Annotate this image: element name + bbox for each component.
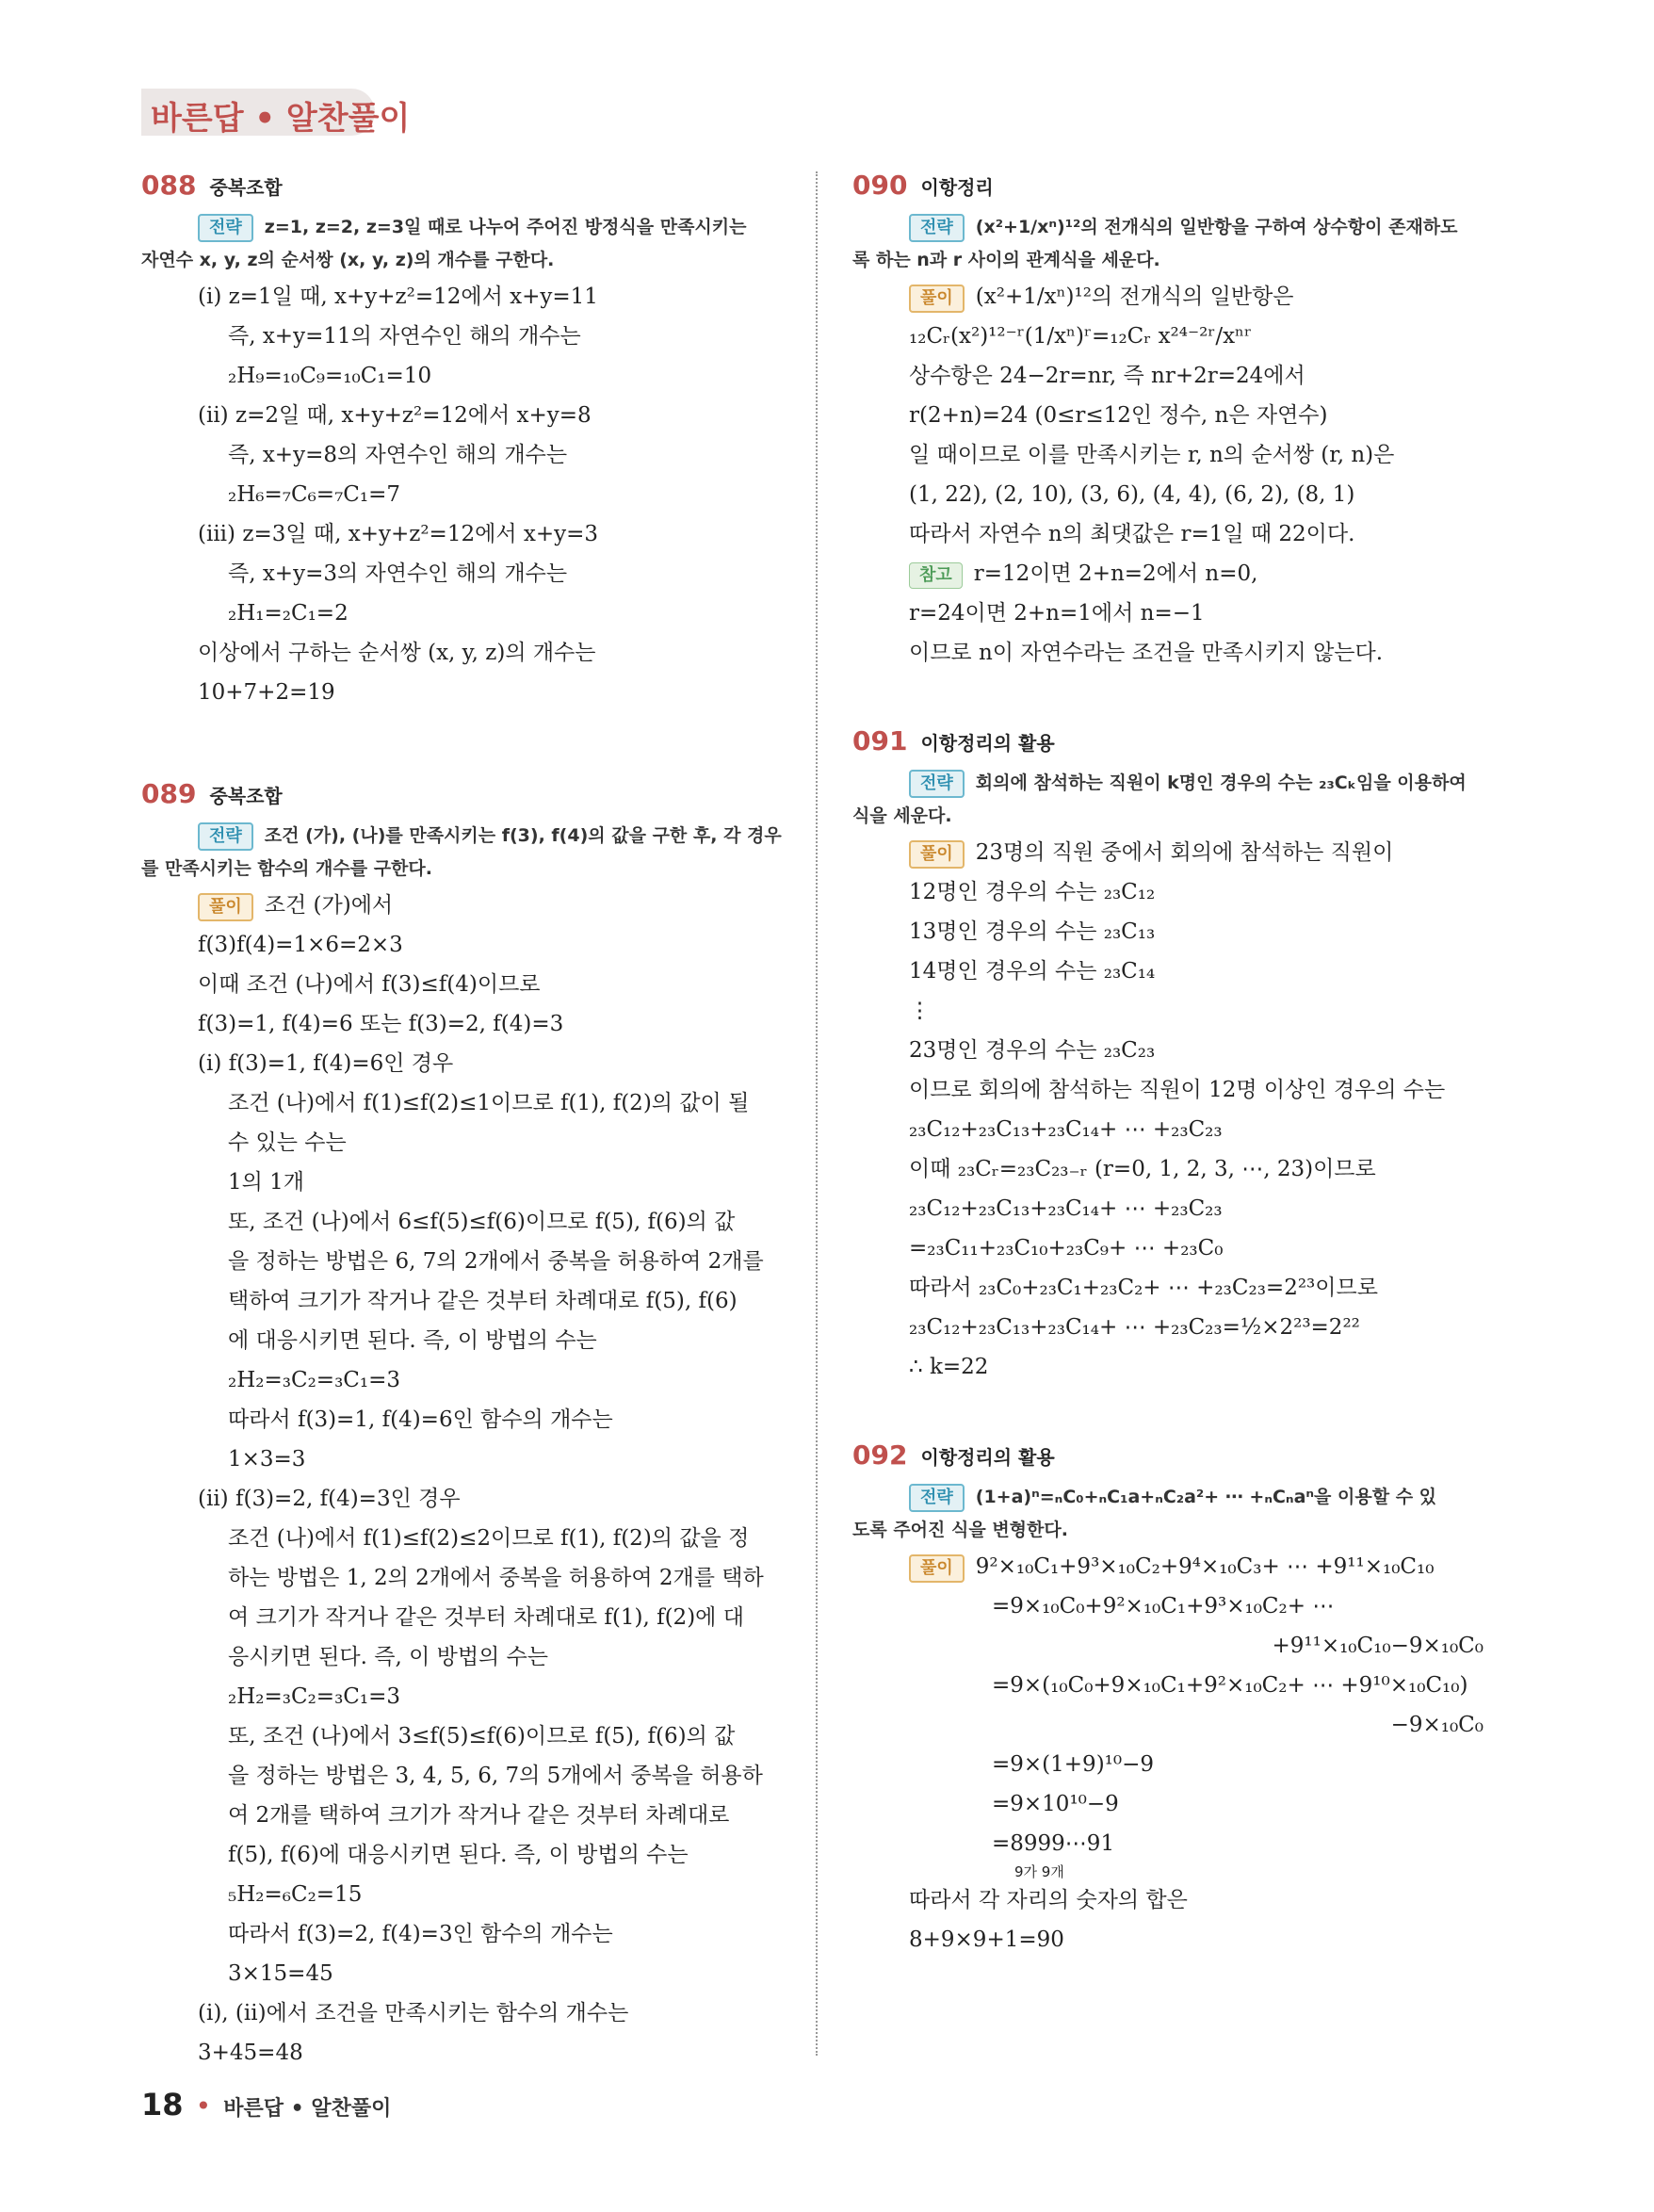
solution-line	[141, 277, 782, 317]
solution-text: −9×₁₀C₀	[1390, 1713, 1484, 1737]
left-column	[141, 170, 782, 2073]
solution-line	[141, 475, 782, 514]
solution-text: (1, 22), (2, 10), (3, 6), (4, 4), (6, 2), (8, 1)	[909, 482, 1355, 507]
solution-line	[141, 594, 782, 633]
solution-line	[852, 1784, 1502, 1824]
solution-line	[141, 1044, 782, 1083]
solution-line	[141, 633, 782, 673]
solution-line	[141, 1400, 782, 1439]
strategy-line	[141, 244, 782, 277]
solution-text: ₂H₆=₇C₆=₇C₁=7	[228, 482, 401, 507]
solution-text: 13명인 경우의 수는 ₂₃C₁₃	[909, 919, 1156, 944]
solution-text: 따라서 자연수 n의 최댓값은 r=1일 때 22이다.	[909, 522, 1355, 546]
strategy-line	[852, 244, 1502, 277]
solution-line	[141, 1637, 782, 1677]
solution-line	[852, 1666, 1502, 1705]
strategy-text: 자연수 x, y, z의 순서쌍 (x, y, z)의 개수를 구한다.	[141, 250, 555, 270]
solution-line	[141, 1756, 782, 1796]
strategy-line	[852, 1514, 1502, 1547]
solution-line	[141, 1677, 782, 1716]
solution-tag: 풀이	[909, 285, 965, 313]
strategy-line	[852, 767, 1502, 800]
solution-text: 1의 1개	[228, 1170, 305, 1195]
strategy-text: 식을 세운다.	[852, 805, 952, 826]
solution-text: 3×15=45	[228, 1961, 333, 1986]
solution-text: =₂₃C₁₁+₂₃C₁₀+₂₃C₉+ ⋯ +₂₃C₀	[909, 1236, 1224, 1261]
solution-tag: 풀이	[198, 893, 253, 921]
solution-text: =9×₁₀C₀+9²×₁₀C₁+9³×₁₀C₂+ ⋯	[992, 1594, 1335, 1618]
solution-text: ₅H₂=₆C₂=15	[228, 1882, 363, 1907]
strategy-text: z=1, z=2, z=3일 때로 나누어 주어진 방정식을 만족시키는	[264, 217, 747, 237]
solution-line	[852, 1626, 1502, 1666]
solution-text: ₁₂Cᵣ(x²)¹²⁻ʳ(1/xⁿ)ʳ=₁₂Cᵣ x²⁴⁻²ʳ/xⁿʳ	[909, 324, 1252, 349]
solution-text: ₂H₁=₂C₁=2	[228, 601, 349, 626]
problem-title: 이항정리의 활용	[920, 1446, 1055, 1469]
solution-line	[141, 1716, 782, 1756]
solution-line	[141, 2033, 782, 2073]
solution-line	[852, 872, 1502, 912]
strategy-line	[141, 853, 782, 886]
page-number: 18	[141, 2087, 184, 2123]
solution-text: 또, 조건 (나)에서 6≤f(5)≤f(6)이므로 f(5), f(6)의 값	[228, 1210, 736, 1234]
solution-text: 23명의 직원 중에서 회의에 참석하는 직원이	[975, 840, 1394, 865]
problem-header	[852, 170, 1502, 211]
solution-line	[852, 1189, 1502, 1228]
solution-text: 이므로 회의에 참석하는 직원이 12명 이상인 경우의 수는	[909, 1078, 1446, 1102]
problem-088	[141, 170, 782, 712]
solution-text: f(3)=1, f(4)=6 또는 f(3)=2, f(4)=3	[198, 1012, 564, 1036]
solution-line	[852, 1547, 1502, 1586]
solution-line	[141, 1875, 782, 1914]
solution-text: ₂₃C₁₂+₂₃C₁₃+₂₃C₁₄+ ⋯ +₂₃C₂₃	[909, 1117, 1223, 1142]
problem-title: 이항정리	[920, 176, 994, 199]
solution-text: f(3)f(4)=1×6=2×3	[198, 933, 403, 957]
solution-text: 9²×₁₀C₁+9³×₁₀C₂+9⁴×₁₀C₃+ ⋯ +9¹¹×₁₀C₁₀	[975, 1554, 1435, 1579]
solution-line	[141, 925, 782, 965]
solution-line	[852, 1705, 1502, 1745]
solution-line	[852, 633, 1502, 673]
solution-line	[852, 396, 1502, 435]
solution-text: r=12이면 2+n=2에서 n=0,	[973, 561, 1258, 586]
strategy-line	[852, 211, 1502, 244]
solution-line	[852, 1070, 1502, 1110]
solution-line	[141, 1202, 782, 1242]
strategy-text: 도록 주어진 식을 변형한다.	[852, 1520, 1068, 1540]
problem-number: 091	[852, 725, 908, 756]
strategy-tag: 전략	[909, 770, 965, 798]
solution-text: +9¹¹×₁₀C₁₀−9×₁₀C₀	[1272, 1634, 1484, 1658]
solution-line	[852, 435, 1502, 475]
strategy-text: 록 하는 n과 r 사이의 관계식을 세운다.	[852, 250, 1160, 270]
solution-text: 에 대응시키면 된다. 즉, 이 방법의 수는	[228, 1328, 597, 1353]
solution-text: 8+9×9+1=90	[909, 1927, 1064, 1952]
solution-line	[852, 356, 1502, 396]
solution-text: 9가 9개	[1014, 1863, 1064, 1880]
solution-text: 조건 (나)에서 f(1)≤f(2)≤2이므로 f(1), f(2)의 값을 정	[228, 1526, 750, 1551]
strategy-text: 를 만족시키는 함수의 개수를 구한다.	[141, 858, 432, 879]
solution-text: ₂H₂=₃C₂=₃C₁=3	[228, 1684, 401, 1709]
solution-text: (ii) f(3)=2, f(4)=3인 경우	[198, 1487, 461, 1511]
solution-text: ₂₃C₁₂+₂₃C₁₃+₂₃C₁₄+ ⋯ +₂₃C₂₃=½×2²³=2²²	[909, 1315, 1360, 1340]
solution-text: f(5), f(6)에 대응시키면 된다. 즉, 이 방법의 수는	[228, 1843, 689, 1867]
solution-text: 여 2개를 택하여 크기가 작거나 같은 것부터 차례대로	[228, 1803, 730, 1828]
solution-line	[852, 991, 1502, 1031]
solution-text: 3+45=48	[198, 2041, 303, 2065]
solution-text: 조건 (나)에서 f(1)≤f(2)≤1이므로 f(1), f(2)의 값이 될	[228, 1091, 750, 1115]
solution-line	[852, 1347, 1502, 1387]
solution-text: ₂H₉=₁₀C₉=₁₀C₁=10	[228, 364, 432, 388]
problem-number: 092	[852, 1439, 908, 1471]
solution-line	[141, 1163, 782, 1202]
solution-text: ∴ k=22	[909, 1355, 989, 1379]
solution-line	[141, 1479, 782, 1519]
solution-text: r(2+n)=24 (0≤r≤12인 정수, n은 자연수)	[909, 403, 1328, 428]
solution-line	[141, 317, 782, 356]
solution-text: 일 때이므로 이를 만족시키는 r, n의 순서쌍 (r, n)은	[909, 443, 1395, 467]
solution-text: 23명인 경우의 수는 ₂₃C₂₃	[909, 1038, 1156, 1063]
solution-line	[852, 1308, 1502, 1347]
strategy-text: (1+a)ⁿ=ₙC₀+ₙC₁a+ₙC₂a²+ ⋯ +ₙCₙaⁿ을 이용할 수 있	[975, 1487, 1437, 1507]
problem-number: 088	[141, 170, 197, 201]
strategy-text: 조건 (가), (나)를 만족시키는 f(3), f(4)의 값을 구한 후, 각 경우	[264, 825, 782, 846]
solution-text: (x²+1/xⁿ)¹²의 전개식의 일반항은	[975, 285, 1294, 309]
solution-text: 이때 ₂₃Cᵣ=₂₃C₂₃₋ᵣ (r=0, 1, 2, 3, ⋯, 23)이므로	[909, 1157, 1376, 1181]
solution-text: 10+7+2=19	[198, 680, 335, 705]
problem-number: 090	[852, 170, 908, 201]
column-divider	[816, 171, 818, 2056]
solution-line	[141, 1083, 782, 1123]
strategy-text: 회의에 참석하는 직원이 k명인 경우의 수는 ₂₃Cₖ임을 이용하여	[975, 773, 1467, 793]
solution-line	[141, 554, 782, 594]
solution-text: 상수항은 24−2r=nr, 즉 nr+2r=24에서	[909, 364, 1305, 388]
strategy-text: (x²+1/xⁿ)¹²의 전개식의 일반항을 구하여 상수항이 존재하도	[975, 217, 1458, 237]
strategy-line	[141, 211, 782, 244]
solution-line	[141, 886, 782, 925]
problem-090	[852, 170, 1502, 673]
solution-text: 을 정하는 방법은 6, 7의 2개에서 중복을 허용하여 2개를	[228, 1249, 764, 1274]
solution-line	[141, 1598, 782, 1637]
solution-text: 또, 조건 (나)에서 3≤f(5)≤f(6)이므로 f(5), f(6)의 값	[228, 1724, 736, 1748]
solution-line	[852, 317, 1502, 356]
problem-header	[141, 170, 782, 211]
solution-text: 14명인 경우의 수는 ₂₃C₁₄	[909, 959, 1156, 984]
problem-title: 이항정리의 활용	[920, 732, 1055, 755]
solution-line	[852, 912, 1502, 951]
solution-line	[141, 1993, 782, 2033]
problem-089	[141, 778, 782, 2073]
solution-text: 따라서 f(3)=2, f(4)=3인 함수의 개수는	[228, 1922, 613, 1946]
solution-text: (i) f(3)=1, f(4)=6인 경우	[198, 1051, 454, 1076]
solution-text: =9×(₁₀C₀+9×₁₀C₁+9²×₁₀C₂+ ⋯ +9¹⁰×₁₀C₁₀)	[992, 1673, 1468, 1698]
solution-line	[852, 1110, 1502, 1149]
solution-text: (i) z=1일 때, x+y+z²=12에서 x+y=11	[198, 285, 598, 309]
problem-091	[852, 725, 1502, 1387]
solution-line	[852, 1824, 1502, 1863]
solution-text: 택하여 크기가 작거나 같은 것부터 차례대로 f(5), f(6)	[228, 1289, 738, 1313]
solution-line	[141, 673, 782, 712]
solution-text: 즉, x+y=3의 자연수인 해의 개수는	[228, 561, 568, 586]
strategy-tag: 전략	[909, 214, 965, 242]
solution-line	[141, 396, 782, 435]
solution-text: 응시키면 된다. 즉, 이 방법의 수는	[228, 1645, 549, 1669]
solution-line	[852, 833, 1502, 872]
problem-header	[852, 1439, 1502, 1481]
solution-line	[141, 1954, 782, 1993]
strategy-tag: 전략	[198, 822, 253, 851]
solution-line	[141, 356, 782, 396]
solution-line	[141, 1914, 782, 1954]
solution-text: 12명인 경우의 수는 ₂₃C₁₂	[909, 880, 1156, 904]
strategy-line	[141, 820, 782, 853]
solution-text: (i), (ii)에서 조건을 만족시키는 함수의 개수는	[198, 2001, 629, 2025]
solution-tag: 풀이	[909, 1554, 965, 1583]
solution-line	[852, 554, 1502, 594]
solution-line	[852, 1745, 1502, 1784]
solution-line	[141, 1835, 782, 1875]
solution-line	[141, 1558, 782, 1598]
solution-line	[141, 514, 782, 554]
strategy-line	[852, 1481, 1502, 1514]
solution-line	[141, 1360, 782, 1400]
footer-bullet: •	[195, 2090, 212, 2122]
solution-line	[852, 514, 1502, 554]
solution-line	[141, 1439, 782, 1479]
solution-text: ⋮	[909, 999, 931, 1023]
solution-text: ₂₃C₁₂+₂₃C₁₃+₂₃C₁₄+ ⋯ +₂₃C₂₃	[909, 1196, 1223, 1221]
solution-text: 이상에서 구하는 순서쌍 (x, y, z)의 개수는	[198, 641, 596, 665]
solution-line	[141, 435, 782, 475]
solution-text: =9×10¹⁰−9	[992, 1792, 1119, 1816]
solution-line	[852, 594, 1502, 633]
strategy-tag: 전략	[909, 1484, 965, 1512]
strategy-tag: 전략	[198, 214, 253, 242]
solution-line	[852, 951, 1502, 991]
solution-text: =9×(1+9)¹⁰−9	[992, 1752, 1155, 1777]
solution-line	[141, 1004, 782, 1044]
solution-line	[852, 277, 1502, 317]
solution-tag: 풀이	[909, 840, 965, 869]
solution-text: ₂H₂=₃C₂=₃C₁=3	[228, 1368, 401, 1392]
problem-header	[852, 725, 1502, 767]
solution-text: (iii) z=3일 때, x+y+z²=12에서 x+y=3	[198, 522, 598, 546]
problem-title: 중복조합	[209, 176, 283, 199]
solution-line	[141, 1796, 782, 1835]
solution-line	[852, 1228, 1502, 1268]
solution-text: r=24이면 2+n=1에서 n=−1	[909, 601, 1205, 626]
solution-line	[141, 1321, 782, 1360]
solution-text: 즉, x+y=8의 자연수인 해의 개수는	[228, 443, 568, 467]
footer-label: 바른답 • 알찬풀이	[223, 2097, 392, 2121]
solution-text: 이때 조건 (나)에서 f(3)≤f(4)이므로	[198, 972, 541, 997]
solution-text: 여 크기가 작거나 같은 것부터 차례대로 f(1), f(2)에 대	[228, 1605, 744, 1630]
solution-line	[141, 965, 782, 1004]
solution-line	[141, 1123, 782, 1163]
solution-text: 수 있는 수는	[228, 1130, 347, 1155]
page-footer	[141, 2087, 391, 2123]
solution-text: (ii) z=2일 때, x+y+z²=12에서 x+y=8	[198, 403, 592, 428]
solution-line	[141, 1519, 782, 1558]
header-title: 바른답 • 알찬풀이	[151, 100, 411, 138]
right-column	[852, 170, 1502, 1960]
reference-tag: 참고	[909, 562, 963, 589]
solution-line	[852, 1268, 1502, 1308]
solution-line	[852, 1149, 1502, 1189]
solution-text: 따라서 각 자리의 숫자의 합은	[909, 1888, 1188, 1912]
solution-text: 따라서 ₂₃C₀+₂₃C₁+₂₃C₂+ ⋯ +₂₃C₂₃=2²³이므로	[909, 1276, 1378, 1300]
problem-number: 089	[141, 778, 197, 809]
solution-line	[852, 475, 1502, 514]
solution-text: 1×3=3	[228, 1447, 306, 1472]
solution-text: 하는 방법은 1, 2의 2개에서 중복을 허용하여 2개를 택하	[228, 1566, 764, 1590]
solution-text: 조건 (가)에서	[264, 893, 394, 918]
problem-header	[141, 778, 782, 820]
solution-line	[141, 1242, 782, 1281]
problem-title: 중복조합	[209, 785, 283, 807]
solution-line	[852, 1920, 1502, 1960]
solution-line	[852, 1863, 1502, 1880]
solution-line	[852, 1586, 1502, 1626]
solution-text: =8999⋯91	[992, 1831, 1115, 1856]
solution-line	[852, 1880, 1502, 1920]
solution-text: 을 정하는 방법은 3, 4, 5, 6, 7의 5개에서 중복을 허용하	[228, 1764, 763, 1788]
strategy-line	[852, 800, 1502, 833]
solution-line	[141, 1281, 782, 1321]
problem-092	[852, 1439, 1502, 1960]
solution-text: 따라서 f(3)=1, f(4)=6인 함수의 개수는	[228, 1407, 613, 1432]
solution-line	[852, 1031, 1502, 1070]
solution-text: 즉, x+y=11의 자연수인 해의 개수는	[228, 324, 581, 349]
solution-text: 이므로 n이 자연수라는 조건을 만족시키지 않는다.	[909, 641, 1384, 665]
